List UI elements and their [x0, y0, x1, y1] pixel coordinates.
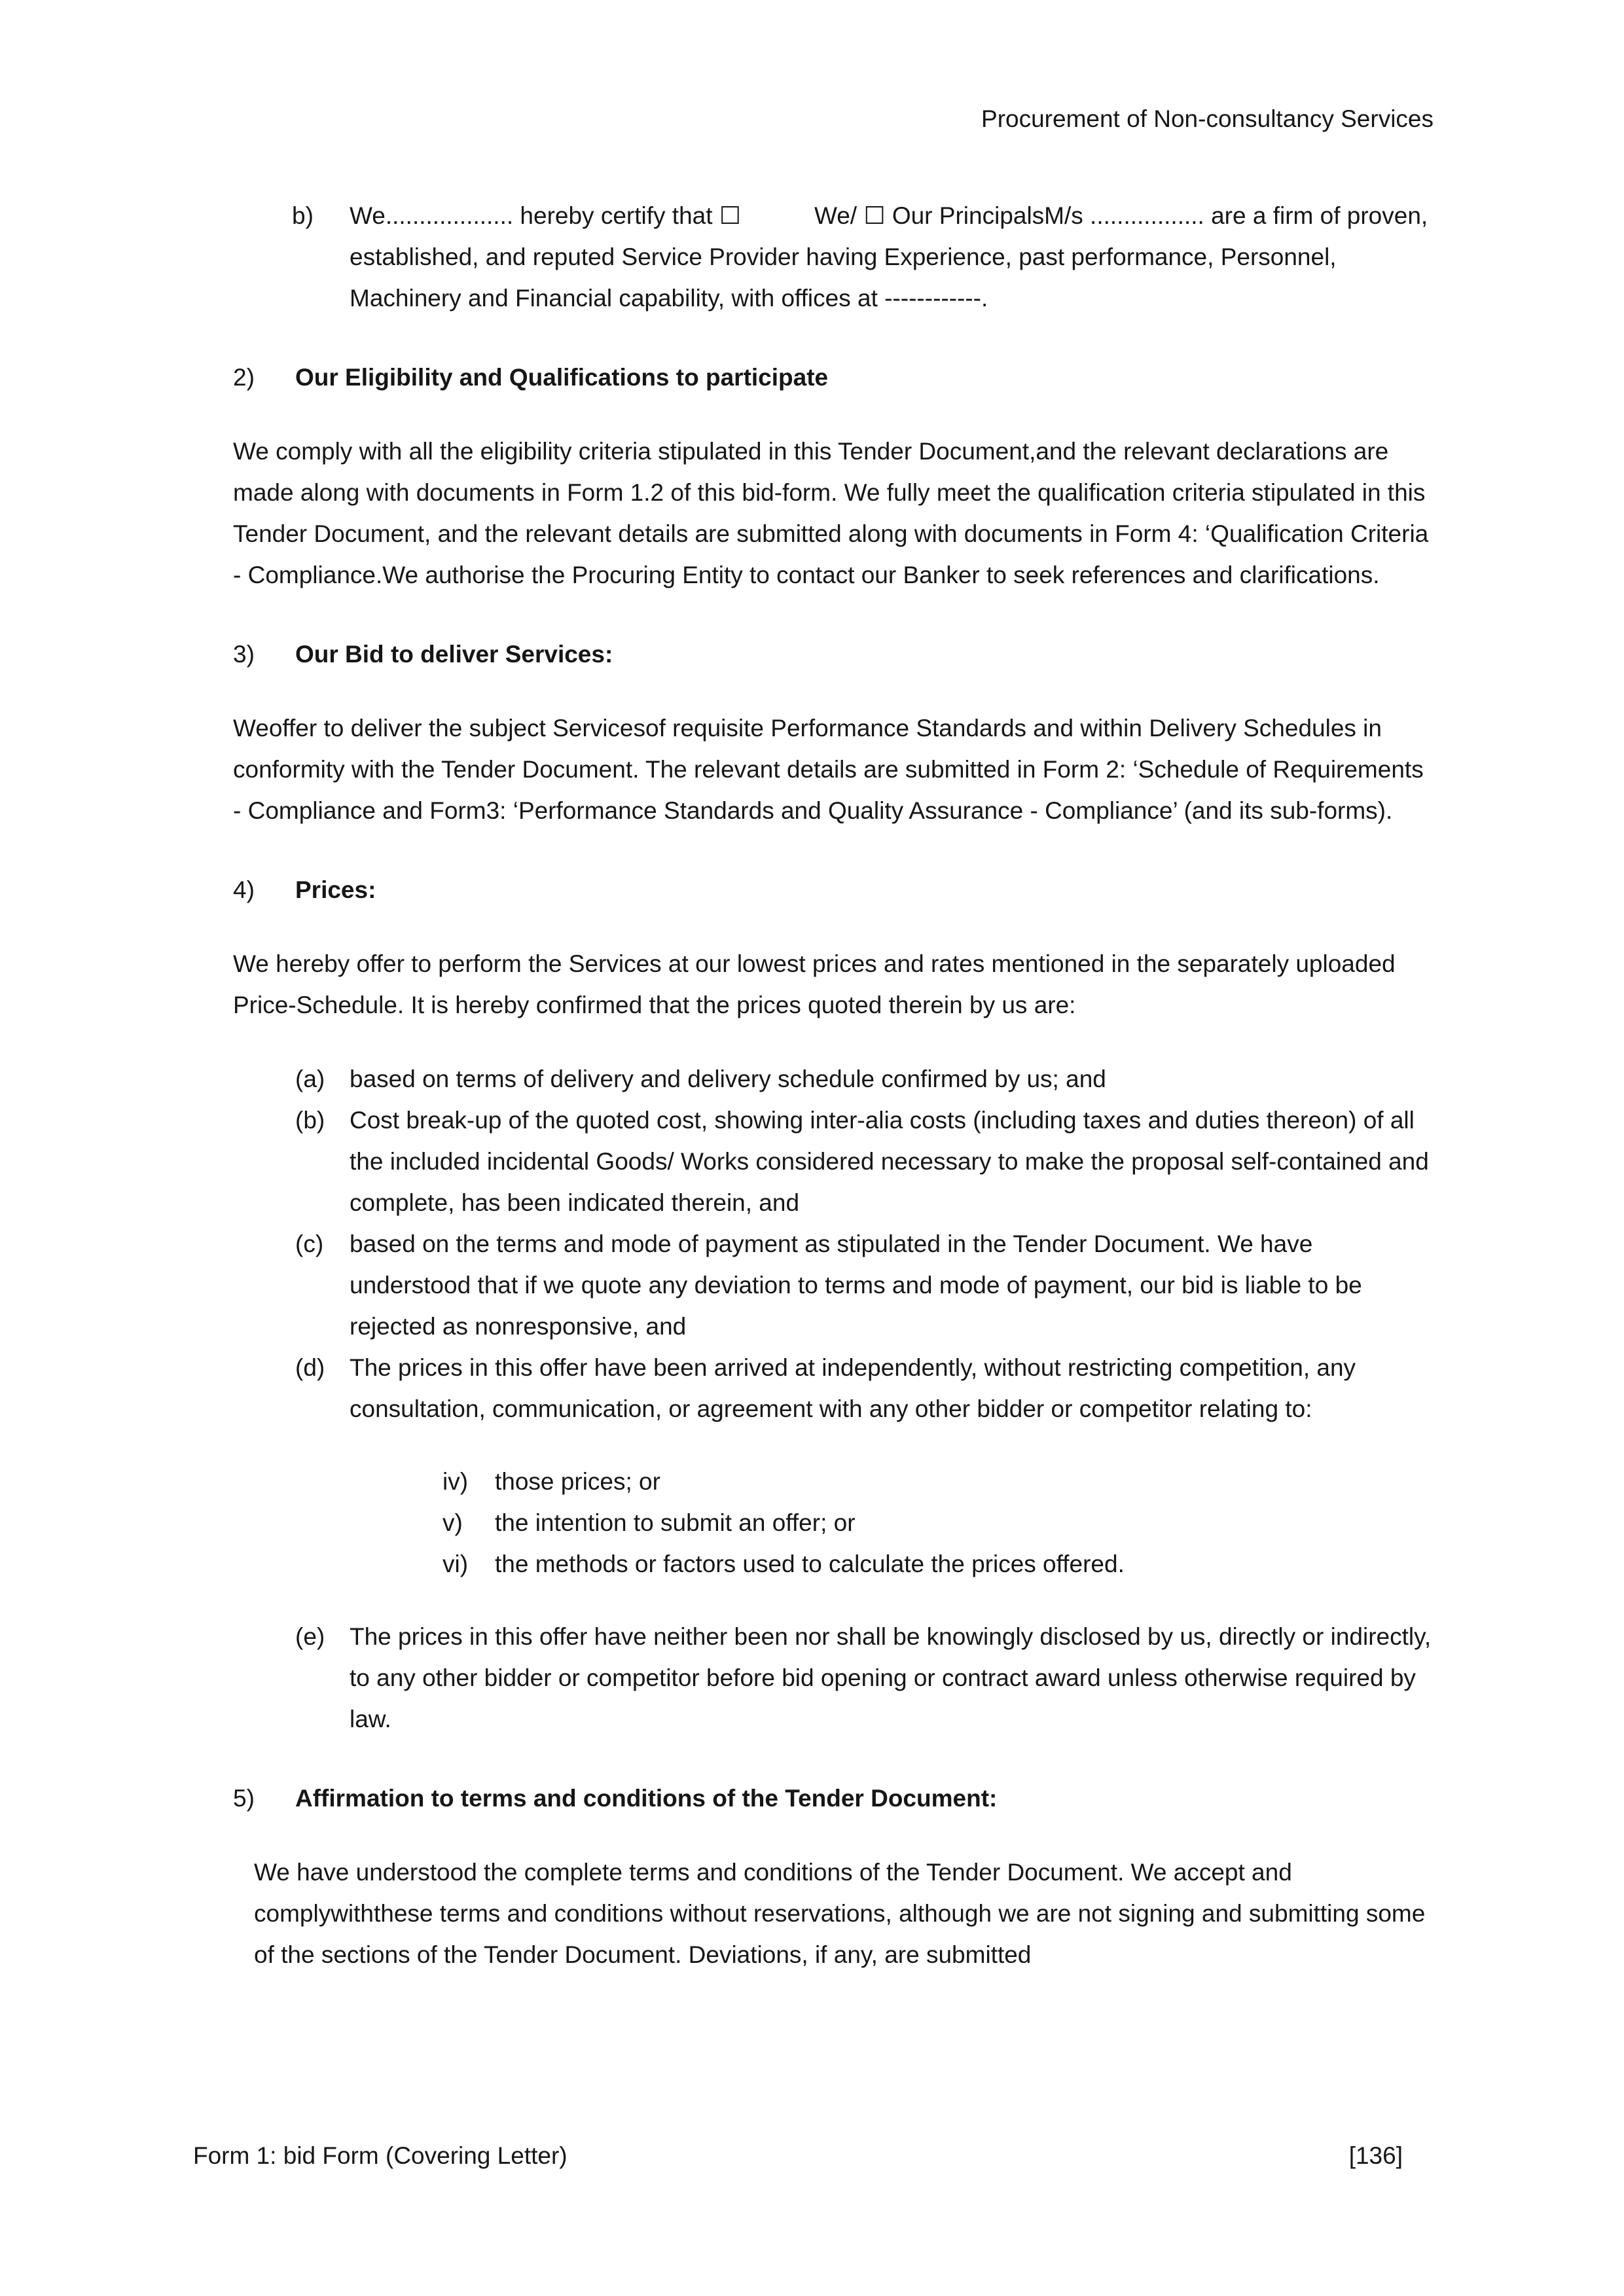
section-2-heading [233, 357, 1434, 398]
section-3-heading [233, 634, 1434, 675]
list-item-b [233, 1100, 1434, 1223]
document-page [233, 98, 1434, 1975]
sublist-item-v-marker: v) [442, 1509, 463, 1536]
sublist-item-vi-marker: vi) [442, 1551, 469, 1577]
list-item-d-marker: (d) [295, 1354, 325, 1381]
list-item-e-marker: (e) [295, 1623, 325, 1650]
section-4-lettered-list [233, 1058, 1434, 1740]
section-4-paragraph: We hereby offer to perform the Services at our lowest prices and rates mentioned in the separately uploaded Price-Schedule. It is hereby confirmed that the prices quoted therein by us are: [233, 950, 1396, 1018]
header-title: Procurement of Non-consultancy Services [981, 105, 1434, 132]
section-5-paragraph: We have understood the complete terms and conditions of the Tender Document. We accept and complywiththese terms and conditions without reservations, although we are not signing and submitting some of the sections of the Tender Document. Deviations, if any, are submitted [254, 1859, 1426, 1968]
section-3-number: 3) [233, 641, 255, 668]
section-5-title: Affirmation to terms and conditions of the Tender Document: [295, 1785, 998, 1812]
list-item-c [233, 1223, 1434, 1347]
sublist-item-iv-text: those prices; or [495, 1468, 660, 1495]
list-item-b-text: Cost break-up of the quoted cost, showing inter-alia costs (including taxes and duties thereon) of all the included incidental Goods/ Works considered necessary to make the proposal self-contained and complete, has been indicated therein, and [350, 1107, 1429, 1216]
sublist-item-v [233, 1502, 1434, 1543]
footer-page-number: [136] [1348, 2142, 1403, 2169]
list-item-e-text: The prices in this offer have neither been nor shall be knowingly disclosed by us, directly or indirectly, to any other bidder or competitor before bid opening or contract award unless otherwise required by law. [350, 1623, 1432, 1732]
section-3-paragraph: Weoffer to deliver the subject Servicesof requisite Performance Standards and within Delivery Schedules in conformity with the Tender Document. The relevant details are submitted in Form 2: ‘Schedule of Requirements - Compliance and Form3: ‘Performance Standards and Quality Assurance - Compliance’ (and its sub-forms). [233, 715, 1424, 824]
list-item-a [233, 1058, 1434, 1100]
footer-form-label: Form 1: bid Form (Covering Letter) [193, 2142, 568, 2169]
sublist-item-vi [233, 1543, 1434, 1585]
clause-b-text-1: We................... hereby certify that [350, 202, 719, 229]
section-5-heading [233, 1778, 1434, 1819]
clause-b-text-3: Our PrincipalsM/s ................. are a firm of proven, established, and reputed Service Provider having Experience, past performance, Personnel, Machinery and Financial capability, with offices at ------------. [350, 202, 1428, 312]
page-footer [193, 2135, 1403, 2176]
section-2-paragraph: We comply with all the eligibility criteria stipulated in this Tender Document,and the relevant declarations are made along with documents in Form 1.2 of this bid-form. We fully meet the qualification criteria stipulated in this Tender Document, and the relevant details are submitted along with documents in Form 4: ‘Qualification Criteria - Compliance.We authorise the Procuring Entity to contact our Banker to seek references and clarifications. [233, 438, 1429, 588]
sublist-item-iv [233, 1461, 1434, 1502]
sublist-item-vi-text: the methods or factors used to calculate the prices offered. [495, 1551, 1125, 1577]
section-4-title: Prices: [295, 876, 376, 903]
section-2-number: 2) [233, 364, 255, 391]
list-item-e [233, 1616, 1434, 1740]
sublist-item-v-text: the intention to submit an offer; or [495, 1509, 856, 1536]
list-item-a-marker: (a) [295, 1066, 325, 1092]
section-4-number: 4) [233, 876, 255, 903]
section-5-number: 5) [233, 1785, 255, 1812]
section-4-roman-sublist [233, 1461, 1434, 1585]
list-item-a-text: based on terms of delivery and delivery schedule confirmed by us; and [350, 1066, 1106, 1092]
section-3-title: Our Bid to deliver Services: [295, 641, 613, 668]
sublist-item-iv-marker: iv) [442, 1468, 469, 1495]
clause-b [233, 195, 1434, 319]
section-4-heading [233, 869, 1434, 910]
clause-b-marker: b) [292, 202, 314, 229]
checkbox-our-principals-icon: ☐ [863, 202, 886, 230]
list-item-d [233, 1347, 1434, 1429]
checkbox-we-icon: ☐ [719, 202, 741, 230]
page-header [233, 98, 1434, 139]
section-2-title: Our Eligibility and Qualifications to participate [295, 364, 829, 391]
list-item-b-marker: (b) [295, 1107, 325, 1134]
list-item-c-marker: (c) [295, 1230, 324, 1257]
clause-b-text-2: We/ [814, 202, 864, 229]
list-item-d-text: The prices in this offer have been arrived at independently, without restricting competition, any consultation, communication, or agreement with any other bidder or competitor relating to: [350, 1354, 1356, 1422]
list-item-c-text: based on the terms and mode of payment as stipulated in the Tender Document. We have understood that if we quote any deviation to terms and mode of payment, our bid is liable to be rejected as nonresponsive, and [350, 1230, 1362, 1340]
